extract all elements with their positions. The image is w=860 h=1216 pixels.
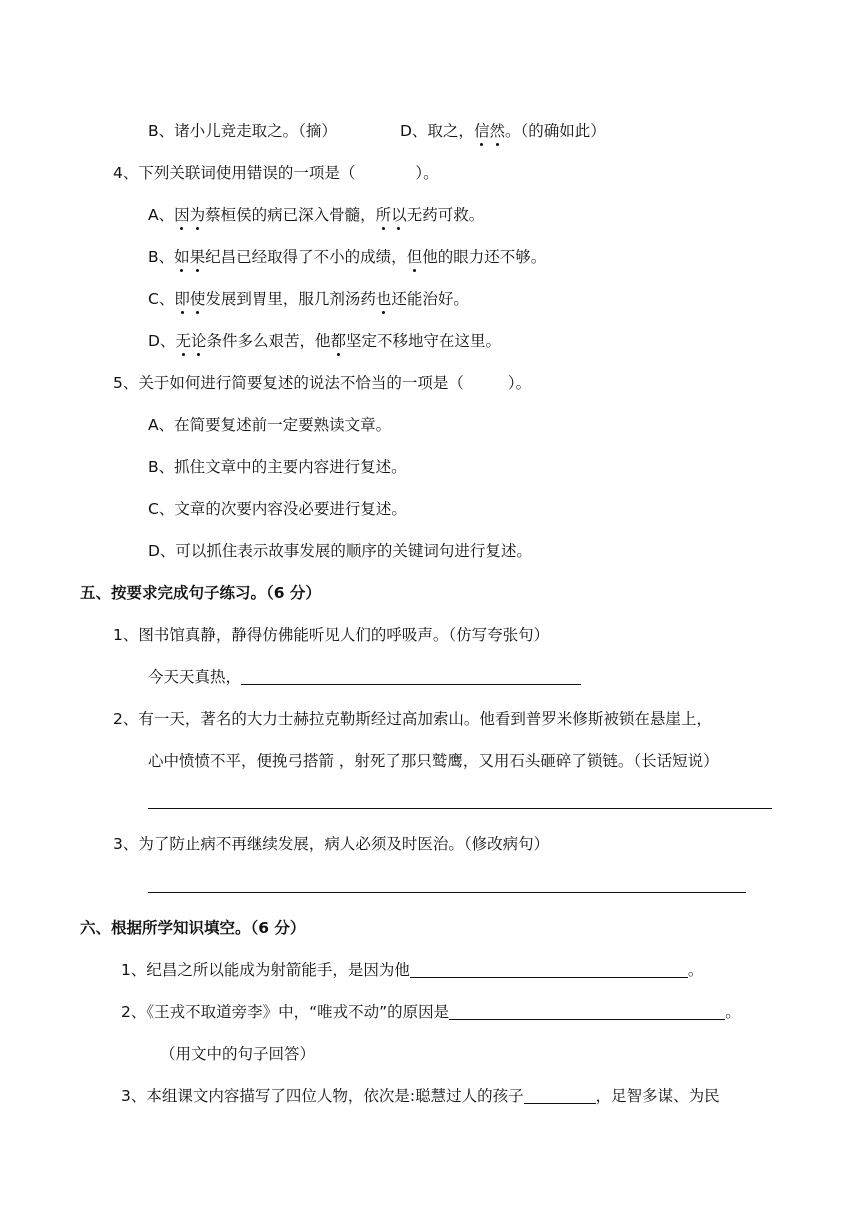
q4-option-a: A、因为蔡桓侯的病已深入骨髓，所以无药可救。 <box>148 206 485 224</box>
emphasis-char: 因 <box>174 206 190 224</box>
q5-option-a: A、在简要复述前一定要熟读文章。 <box>148 416 392 434</box>
sec6-q2: 2、《王戎不取道旁李》中，“唯戎不动”的原因是 。 <box>121 1003 741 1021</box>
q4-option-d: D、无论条件多么艰苦，他都坚定不移地守在这里。 <box>148 332 502 350</box>
sec5-q2-line2: 心中愤愤不平，便挽弓搭箭 ，射死了那只鹫鹰，又用石头砸碎了锁链。（长话短说） <box>148 752 719 770</box>
sec6-q2-note: （用文中的句子回答） <box>160 1045 316 1063</box>
q3-option-d: D、取之，信然。（的确如此） <box>400 122 606 140</box>
section-6-title: 六、根据所学知识填空。（6 分） <box>80 919 306 937</box>
answer-line[interactable] <box>410 977 688 978</box>
q5-stem: 5、关于如何进行简要复述的说法不恰当的一项是（ ）。 <box>113 374 532 392</box>
answer-line[interactable] <box>241 684 581 685</box>
q5-option-d: D、可以抓住表示故事发展的顺序的关键词句进行复述。 <box>148 542 532 560</box>
sec6-q1: 1、纪昌之所以能成为射箭能手，是因为他 。 <box>121 961 704 979</box>
emphasis-char: 使 <box>189 290 206 308</box>
sec5-q1: 1、图书馆真静，静得仿佛能听见人们的呼吸声。（仿写夸张句） <box>113 626 550 644</box>
q5-option-b: B、抓住文章中的主要内容进行复述。 <box>148 458 407 476</box>
q4-stem: 4、下列关联词使用错误的一项是（ ）。 <box>113 164 439 182</box>
emphasis-char: 然 <box>489 122 505 140</box>
sec6-q3: 3、本组课文内容描写了四位人物，依次是:聪慧过人的孩子 ，足智多谋、为民 <box>121 1087 720 1105</box>
sec5-q2-line1: 2、有一天，著名的大力士赫拉克勒斯经过高加索山。他看到普罗米修斯被锁在悬崖上， <box>113 710 712 728</box>
emphasis-char: 所 <box>375 206 392 224</box>
emphasis-char: 即 <box>174 290 190 308</box>
emphasis-char: 也 <box>375 290 392 308</box>
q4-option-c: C、即使发展到胃里，服几剂汤药也还能治好。 <box>148 290 469 308</box>
answer-line[interactable] <box>449 1019 725 1020</box>
emphasis-char: 无 <box>175 332 191 350</box>
q3-option-b: B、诸小儿竞走取之。（摘） <box>148 122 337 140</box>
emphasis-char: 以 <box>391 206 407 224</box>
answer-line[interactable] <box>524 1103 596 1104</box>
answer-line[interactable] <box>148 808 772 809</box>
emphasis-char: 论 <box>190 332 207 350</box>
emphasis-char: 果 <box>189 248 206 266</box>
emphasis-char: 为 <box>189 206 206 224</box>
emphasis-char: 但 <box>406 248 423 266</box>
sec5-q1-answer: 今天天真热， <box>148 667 581 687</box>
emphasis-char: 信 <box>473 122 490 140</box>
emphasis-char: 都 <box>330 332 346 350</box>
q4-option-b: B、如果纪昌已经取得了不小的成绩，但他的眼力还不够。 <box>148 248 547 266</box>
emphasis-char: 如 <box>174 248 190 266</box>
section-5-title: 五、按要求完成句子练习。（6 分） <box>80 584 321 602</box>
sec5-q3: 3、为了防止病不再继续发展，病人必须及时医治。（修改病句） <box>113 835 550 853</box>
q5-option-c: C、文章的次要内容没必要进行复述。 <box>148 500 407 518</box>
answer-line[interactable] <box>148 892 746 893</box>
